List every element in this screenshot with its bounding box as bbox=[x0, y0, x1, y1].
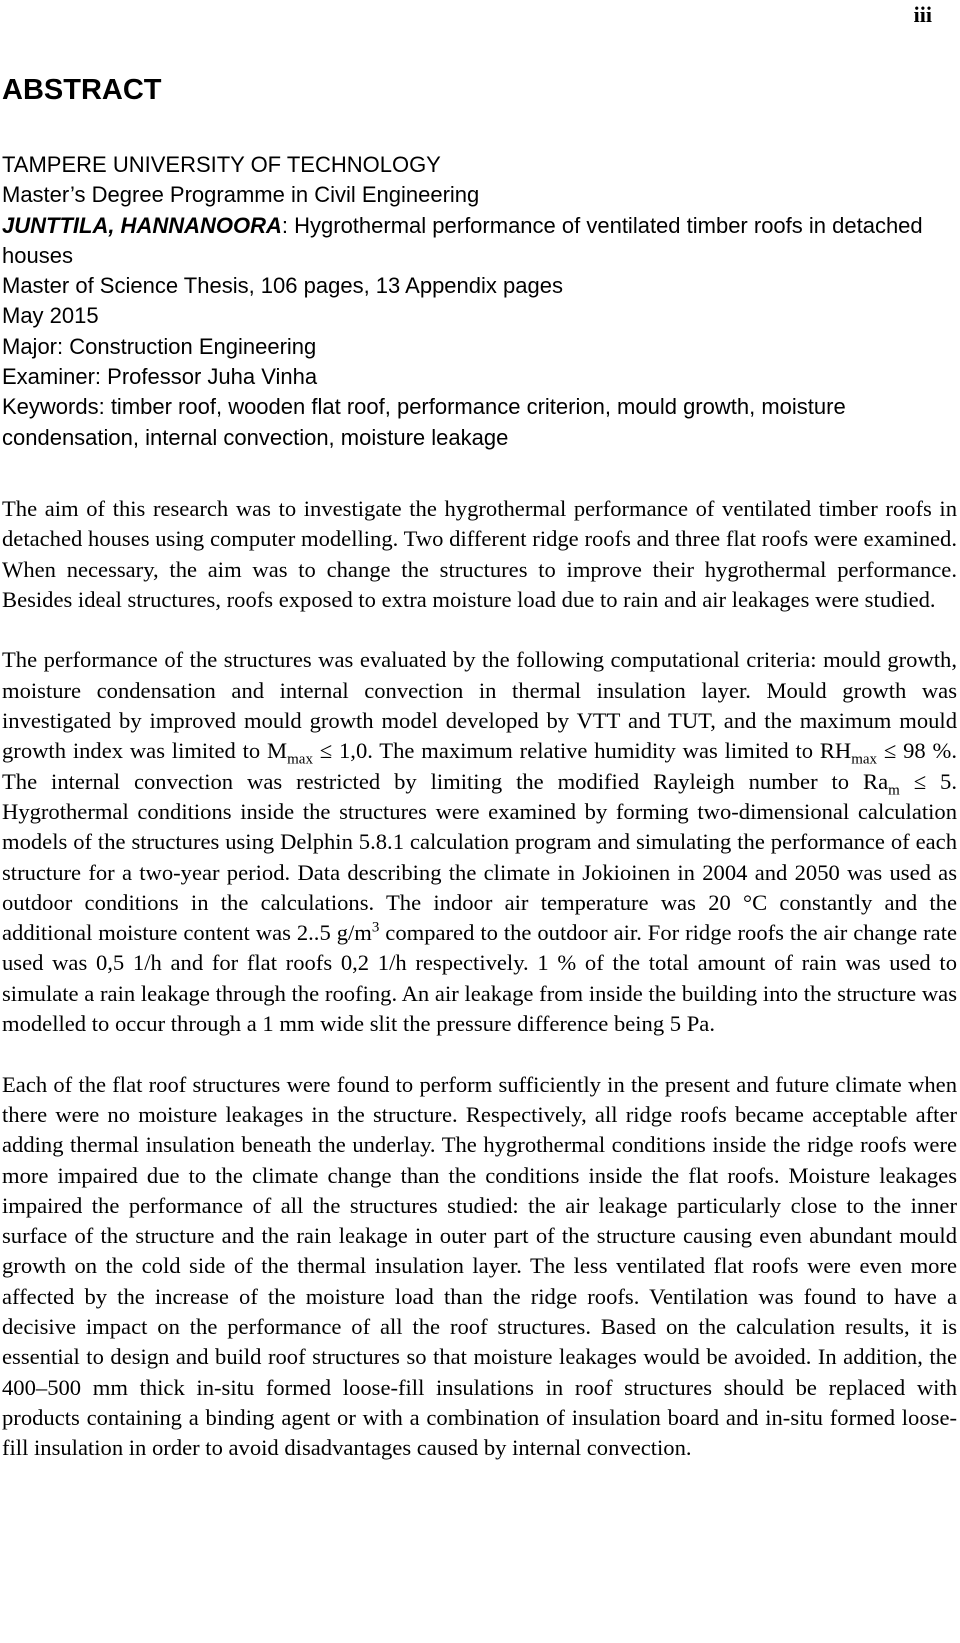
p2-text-e: compared to the outdoor air. For ridge roofs the air change rate used was 0,5 1/h and for flat roofs 0,2 1/h respectively. 1 % of the total amount of rain was used to simulate a rain leakage through the roofing. An air leakage from inside the building into the structure was modelled to occur through a 1 mm wide slit the pressure difference being 5 Pa. bbox=[2, 920, 957, 1037]
p2-subscript-max: max bbox=[287, 751, 313, 768]
p2-superscript-3: 3 bbox=[371, 919, 380, 936]
thesis-title: : Hygrothermal performance of ventilated timber roofs in detached houses bbox=[2, 212, 923, 268]
abstract-paragraph-1: The aim of this research was to investigate the hygrothermal performance of ventilated timber roofs in detached houses using computer modelling. Two different ridge roofs and three flat roofs were examined. When necessary, the aim was to change the structures to improve their hygrothermal performance. Besides ideal structures, roofs exposed to extra moisture load due to rain and air leakages were studied. bbox=[2, 496, 957, 612]
thesis-author-title bbox=[2, 211, 927, 272]
thesis-info-block bbox=[2, 150, 927, 453]
author-name: JUNTTILA, HANNANOORA bbox=[2, 212, 282, 238]
p2-text-d: ≤ 5. Hygrothermal conditions inside the structures were examined by forming two-dimensional calculation models of the structures using Delphin 5.8.1 calculation program and simulating the performance of each structure for a two-year period. Data describing the climate in Jokioinen in 2004 and 2050 was used as outdoor conditions in the calculations. The indoor air temperature was 20 °C constantly and the additional moisture content was 2..5 g/m bbox=[2, 768, 957, 946]
p2-subscript-rh-max: max bbox=[851, 751, 878, 768]
abstract-body bbox=[2, 494, 957, 1494]
p2-text-a: The performance of the structures was evaluated by the following computational criteria: mould growth, moisture condensation and internal convection in thermal insulation layer. Mould growth was investigated by improved mould growth model developed by VTT and TUT, and the maximum mould growth index was limited to M bbox=[2, 647, 957, 764]
p2-text-b: ≤ 1,0. The maximum relative humidity was limited to RH bbox=[312, 738, 852, 764]
abstract-paragraph-3: Each of the flat roof structures were found to perform sufficiently in the present and future climate when there were no moisture leakages in the structure. Respectively, all ridge roofs became acceptable after adding thermal insulation beneath the underlay. The hygrothermal conditions inside the ridge roofs were more impaired due to the climate change than the conditions inside the flat roofs. Moisture leakages impaired the performance of all the structures studied: the air leakage particularly close to the inner surface of the structure and the rain leakage in outer part of the structure causing even abundant mould growth on the cold side of the thermal insulation layer. The less ventilated flat roofs were even more affected by the increase of the moisture load than the ridge roofs. Ventilation was found to have a decisive impact on the performance of all the roof structures. Based on the calculation results, it is essential to design and build roof structures so that moisture leakages would be avoided. In addition, the 400–500 mm thick in-situ formed loose-fill insulations in roof structures should be replaced with products containing a binding agent or with a combination of insulation board and in-situ formed loose-fill insulation in order to avoid disadvantages caused by internal convection. bbox=[2, 1071, 957, 1461]
thesis-date: May 2015 bbox=[2, 303, 99, 329]
page-number: iii bbox=[913, 2, 932, 27]
university-name: TAMPERE UNIVERSITY OF TECHNOLOGY bbox=[2, 152, 441, 177]
degree-programme: Master’s Degree Programme in Civil Engineering bbox=[2, 182, 480, 208]
examiner: Examiner: Professor Juha Vinha bbox=[2, 364, 318, 390]
keywords: Keywords: timber roof, wooden flat roof, performance criterion, mould growth, moisture condensation, internal convection, moisture leakage bbox=[2, 394, 846, 450]
p2-subscript-m: m bbox=[888, 782, 900, 799]
abstract-paragraph-2 bbox=[2, 645, 957, 1039]
abstract-heading: ABSTRACT bbox=[2, 74, 162, 106]
major: Major: Construction Engineering bbox=[2, 333, 317, 359]
thesis-type: Master of Science Thesis, 106 pages, 13 Appendix pages bbox=[2, 273, 563, 299]
p2-text-c: ≤ 98 %. The internal convection was restricted by limiting the modified Rayleigh number to Ra bbox=[2, 738, 957, 794]
